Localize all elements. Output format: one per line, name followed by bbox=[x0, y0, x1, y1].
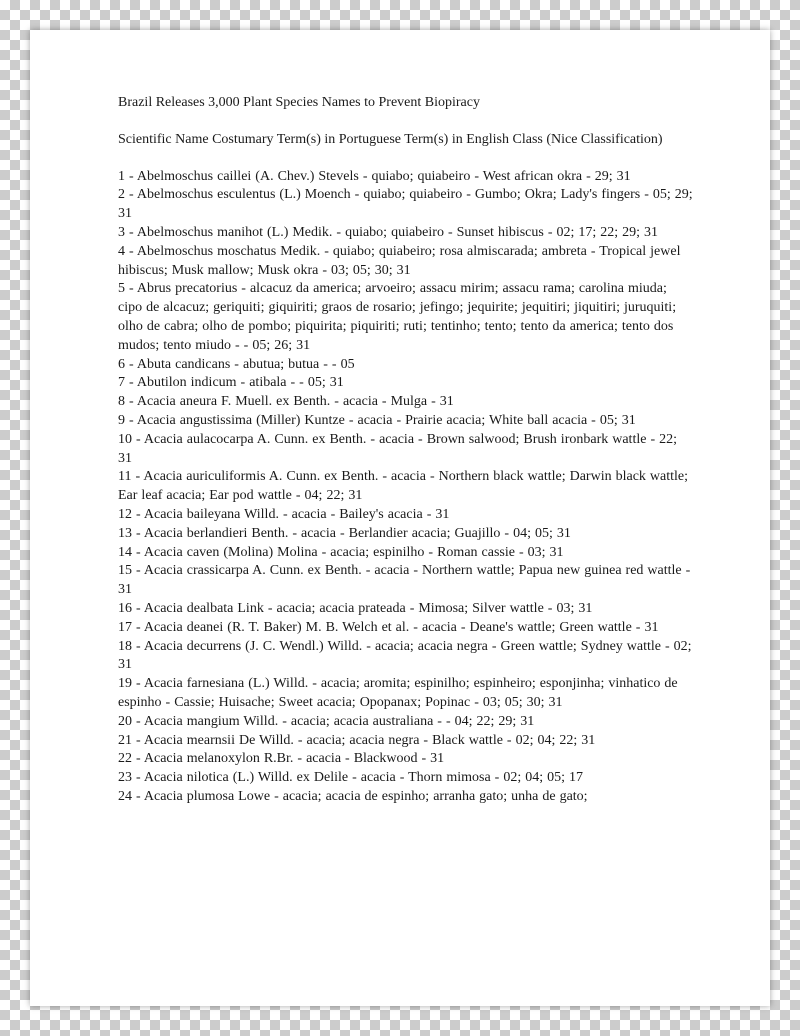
species-entry: 22 - Acacia melanoxylon R.Br. - acacia - Blackwood - 31 bbox=[118, 751, 445, 767]
species-entry: 16 - Acacia dealbata Link - acacia; acacia prateada - Mimosa; Silver wattle - 03; 31 bbox=[118, 600, 593, 616]
species-entry: 1 - Abelmoschus caillei (A. Chev.) Stevels - quiabo; quiabeiro - West african okra - 29; 31 bbox=[118, 168, 631, 184]
species-entry: 21 - Acacia mearnsii De Willd. - acacia; acacia negra - Black wattle - 02; 04; 22; 31 bbox=[118, 732, 596, 748]
species-entry: 4 - Abelmoschus moschatus Medik. - quiabo; quiabeiro; rosa almiscarada; ambreta - Tropical jewel hibiscus; Musk mallow; Musk okra - 03; 05; 30; 31 bbox=[118, 243, 681, 278]
species-entry: 3 - Abelmoschus manihot (L.) Medik. - quiabo; quiabeiro - Sunset hibiscus - 02; 17; 22; 29; 31 bbox=[118, 224, 659, 240]
species-entry: 20 - Acacia mangium Willd. - acacia; acacia australiana - - 04; 22; 29; 31 bbox=[118, 713, 535, 729]
species-entry: 8 - Acacia aneura F. Muell. ex Benth. - acacia - Mulga - 31 bbox=[118, 394, 454, 410]
species-entry: 19 - Acacia farnesiana (L.) Willd. - acacia; aromita; espinilho; espinheiro; esponjinha; vinhatico de espinho - Cassie; Huisache; Sweet acacia; Opopanax; Popinac - 03; 05; 30; 31 bbox=[118, 676, 678, 710]
document-page bbox=[30, 30, 770, 1006]
species-entry: 13 - Acacia berlandieri Benth. - acacia - Berlandier acacia; Guajillo - 04; 05; 31 bbox=[118, 525, 571, 541]
species-entry: 5 - Abrus precatorius - alcacuz da america; arvoeiro; assacu mirim; assacu rama; carolina miuda; cipo de alcacuz; geriquiti; giquiriti; graos de rosario; jefingo; jequirite; jequitiri; jiquitiri; juruquiti; olho de cabra; olho de pombo; piquirita; piquiriti; ruti; tentinho; tento; tento da america; tento dos mudos; tento miudo - - 05; 26; 31 bbox=[118, 281, 677, 353]
column-header: Scientific Name Costumary Term(s) in Portuguese Term(s) in English Class (Nice Classification) bbox=[118, 131, 663, 147]
species-entry: 2 - Abelmoschus esculentus (L.) Moench - quiabo; quiabeiro - Gumbo; Okra; Lady's fingers - 05; 29; 31 bbox=[118, 187, 693, 222]
document-title: Brazil Releases 3,000 Plant Species Names to Prevent Biopiracy bbox=[118, 95, 480, 110]
species-entry: 18 - Acacia decurrens (J. C. Wendl.) Willd. - acacia; acacia negra - Green wattle; Sydney wattle - 02; 31 bbox=[118, 638, 692, 673]
species-entry: 12 - Acacia baileyana Willd. - acacia - Bailey's acacia - 31 bbox=[118, 506, 450, 522]
species-entry: 23 - Acacia nilotica (L.) Willd. ex Delile - acacia - Thorn mimosa - 02; 04; 05; 17 bbox=[118, 770, 584, 786]
species-entry: 9 - Acacia angustissima (Miller) Kuntze - acacia - Prairie acacia; White ball acacia - 05; 31 bbox=[118, 412, 636, 428]
species-entry: 24 - Acacia plumosa Lowe - acacia; acacia de espinho; arranha gato; unha de gato; bbox=[118, 788, 588, 804]
species-entry: 17 - Acacia deanei (R. T. Baker) M. B. Welch et al. - acacia - Deane's wattle; Green wattle - 31 bbox=[118, 619, 659, 635]
species-entry: 15 - Acacia crassicarpa A. Cunn. ex Benth. - acacia - Northern wattle; Papua new guinea red wattle - 31 bbox=[118, 563, 691, 598]
document-content bbox=[118, 94, 693, 807]
species-entry: 7 - Abutilon indicum - atibala - - 05; 31 bbox=[118, 375, 344, 391]
species-entry: 11 - Acacia auriculiformis A. Cunn. ex Benth. - acacia - Northern black wattle; Darwin black wattle; Ear leaf acacia; Ear pod wattle - 04; 22; 31 bbox=[118, 469, 689, 504]
species-list bbox=[118, 168, 693, 807]
species-entry: 10 - Acacia aulacocarpa A. Cunn. ex Benth. - acacia - Brown salwood; Brush ironbark wattle - 22; 31 bbox=[118, 431, 677, 466]
species-entry: 6 - Abuta candicans - abutua; butua - - 05 bbox=[118, 356, 355, 372]
species-entry: 14 - Acacia caven (Molina) Molina - acacia; espinilho - Roman cassie - 03; 31 bbox=[118, 544, 564, 560]
